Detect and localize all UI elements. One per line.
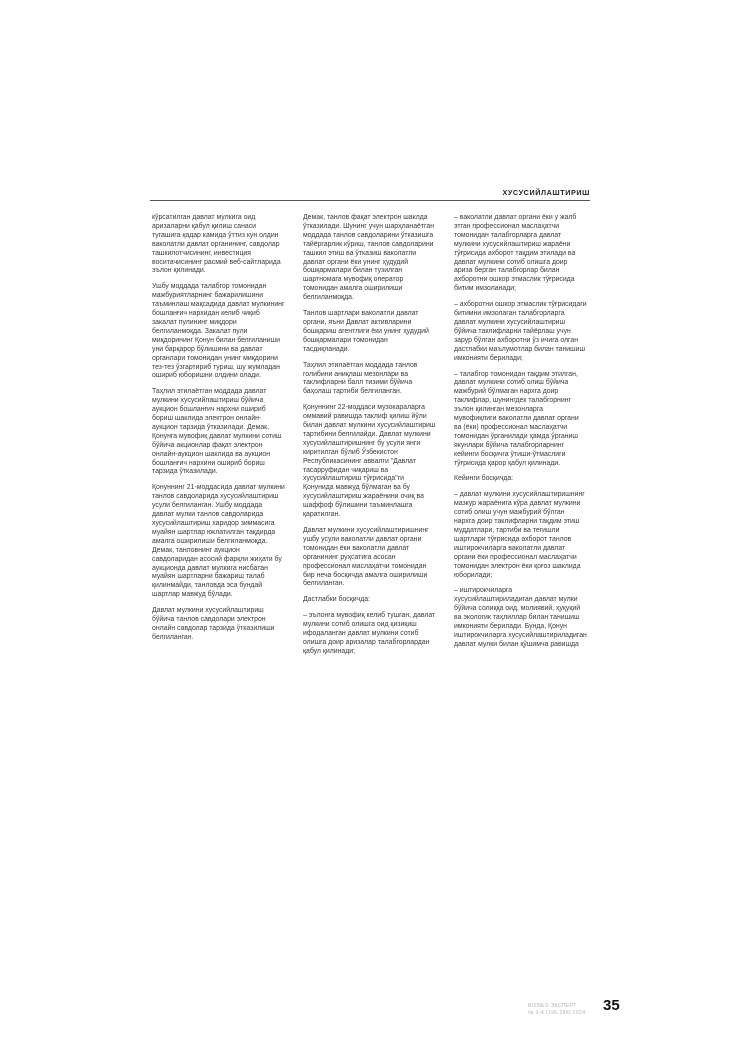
- paragraph: кўрсатилган давлат мулкига оид аризаларни қабул қилиш санаси тугашига қадар камида ўттиз кун олдин ваколатли давлат органининг, савдолар ташкилотчисининг, инвестиция воситачисининг расмий веб-сайтларида эълон қилинади.: [152, 214, 281, 275]
- text-column-3: [454, 214, 587, 657]
- page-number: 35: [603, 997, 620, 1014]
- paragraph: Таҳлил этилаётган моддада танлов голибини аниқлаш мезонлари ва таклифларни балл тизими бўйича баҳолаш тартиби белгиланган.: [303, 361, 418, 396]
- paragraph: – ваколатли давлат органи ёки у жалб этган профессионал маслаҳатчи томонидан талабгорларга давлат мулкини хусусийлаштириш жараёни тўғрисида ахборот тақдим этилади ва давлат мулкини сотиб олишга доир ариза берган талабгорлар билан ахборотни ошкор этмаслик тўғрисида битим имзоланади;: [454, 214, 577, 293]
- paragraph: – давлат мулкини хусусийлаштиришнинг мазкур жараёнига кўра давлат мулкини сотиб олиш учун мажбурий бўлган нархга доир таклифларни тақдим этиш муддатлари, тартиби ва тегишли шартлари тўғрисида ахборот танлов иштирокчиларга ваколатли давлат органи ёки профессионал маслаҳатчи томонидан электрон ёки қоғоз шаклида юборилади;: [454, 491, 585, 579]
- paragraph: Дастлабки босқичда:: [303, 596, 370, 604]
- paragraph: – эълонга мувофиқ келиб тушган, давлат мулкини сотиб олишга оид қизиқиш ифодаланган давлат мулкини сотиб олишга доир аризалар талабгорлардан қабул қилинади;: [303, 612, 436, 655]
- paragraph: Давлат мулкини хусусийлаштириш бўйича танлов савдолари электрон онлайн савдолар тарзида ўтказилиши белгиланган.: [152, 607, 275, 641]
- journal-issue: № 3-4 (195-196) 2024: [528, 1009, 586, 1016]
- text-column-2: [303, 214, 436, 664]
- paragraph: Демак, танлов фақат электрон шаклда ўтказилади. Шунинг учун шарҳланаётган моддада танлов савдоларини ўтказишга тайёргарлик кўриш, танлов савдоларини ташкил этиш ва ўтказиш ваколатли давлат органи ёки унинг ҳудудий бошқармалари билан тузилган шартномага мувофиқ оператор томонидан амалга оширилиши белгиланмоқда.: [303, 214, 435, 302]
- paragraph: – иштирокчиларга хусусийлаштириладиган давлат мулки бўйича солиққа оид, молиявий, ҳуқуқий ва экологик таҳлиллар билан танишиш имконияти берилади. Бунда, Қонун иштирокчиларга хусусийлаштириладиган давлат мулки билан қўшимча равишда: [454, 587, 587, 648]
- paragraph: Таҳлил этилаётган моддада давлат мулкини хусусийлаштириш бўйича аукцион бошланғич нархни ошириб бориш шаклида электрон онлайн-аукцион тарзида ўтказилади. Демак, Қонунга мувофиқ давлат мулкини сотиш бўйича акциoнлар фақат электрон онлайн-аукцион шаклида ва аукцион бошланғич нархини ошириб бориш тарзида ўтказилади.: [152, 388, 282, 476]
- paragraph: Қонуннинг 21-моддасида давлат мулкини танлов савдоларида хусусийлаштириш усули белгиланган. Ушбу моддада давлат мулки танлов савдоларида хусусийлаштириш харидор зиммасига муайян шартлар юклатилган тақдирда амалга оширилиши белгиланмоқда. Демак, танловнинг аукцион савдоларидан асосий фарқли жиҳати бу аукционда давлат мулкига нисбатан муайян шартларни бажариш талаб қилинмайди, танловда эса бундай шартлар мавжуд бўлади.: [152, 484, 285, 599]
- text-column-1: [152, 214, 285, 650]
- paragraph: Қонуннинг 22-моддаси музокараларга оммавий равишда таклиф қилиш йўли билан давлат мулкини хусусийлаштириш тартибини белгилайди. Давлат мулкини хусусийлаштиришнинг бу усули янги киритилган бўлиб Ўзбекистон Республикасининг аввалги "Давлат тасарруфидан чиқариш ва хусусийлаштириш тўғрисида"ги Қонунида мавжуд бўлмаган ва бу хусусийлаштириш жараёнини очиқ ва шаффоф бўлишини таъминлашга қаратилган.: [303, 404, 436, 519]
- paragraph: – ахборотни ошкор этмаслик тўғрисидаги битимни имзолаган талабгорларга давлат мулкини хусусийлаштириш бўйича таклифларни тайёрлаш учун зарур бўлган ахборотни ўз ичига олган дастлабки маълумотлар билан танишиш имконияти берилади;: [454, 301, 587, 362]
- journal-name: BIZNES-ЭКСПЕРТ: [528, 1003, 577, 1009]
- header-divider: [150, 200, 590, 201]
- paragraph: Кейинги босқичда:: [454, 475, 514, 483]
- paragraph: Танлов шартлари ваколатли давлат органи, яъни Давлат активларини бошқариш агентлиги ёки унинг ҳудудий бошқармалари томонидан тасдиқланади.: [303, 310, 429, 353]
- section-title: ХУСУСИЙЛАШТИРИШ: [502, 188, 590, 197]
- paragraph: – талабгор томонидан тақдим этилган, давлат мулкини сотиб олиш бўйича мажбурий бўлмаган нархга доир таклифлар, шунингдек талабгорнинг эълон қилинган мезонларга мувофиқлиги ваколатли давлат органи ва (ёки) профессионал маслаҳатчи томонидан ўрганилади ҳамда ўрганиш якунлари бўйича талабгорларнинг кейинги босқичга ўтиши-ўтмаслиги тўғрисида қарор қабул қилинади.: [454, 370, 579, 467]
- journal-info: [528, 1003, 585, 1016]
- paragraph: Давлат мулкини хусусийлаштиришнинг ушбу усули ваколатли давлат органи томонидан ёки ваколатли давлат органининг руҳсатига асосан профессионал маслаҳатчи томонидан бир неча босқичда амалга оширилиши белгиланган.: [303, 527, 429, 588]
- paragraph: Ушбу моддада талабгор томонидан мажбуриятларнинг бажарилишини таъминлаш мақсадида давлат мулкининг бошланғич нархидан келиб чиқиб закалат пулининг миқдори белгиланмоқда. Закалат пули миқдорининг Қонун билан белгиланиши уни барқарор бўлишини ва давлат органлари томонидан унинг миқдорини тез-тез ўзгартириб туриш, шу жумладан ошириб юборишни олдини олади.: [152, 283, 285, 380]
